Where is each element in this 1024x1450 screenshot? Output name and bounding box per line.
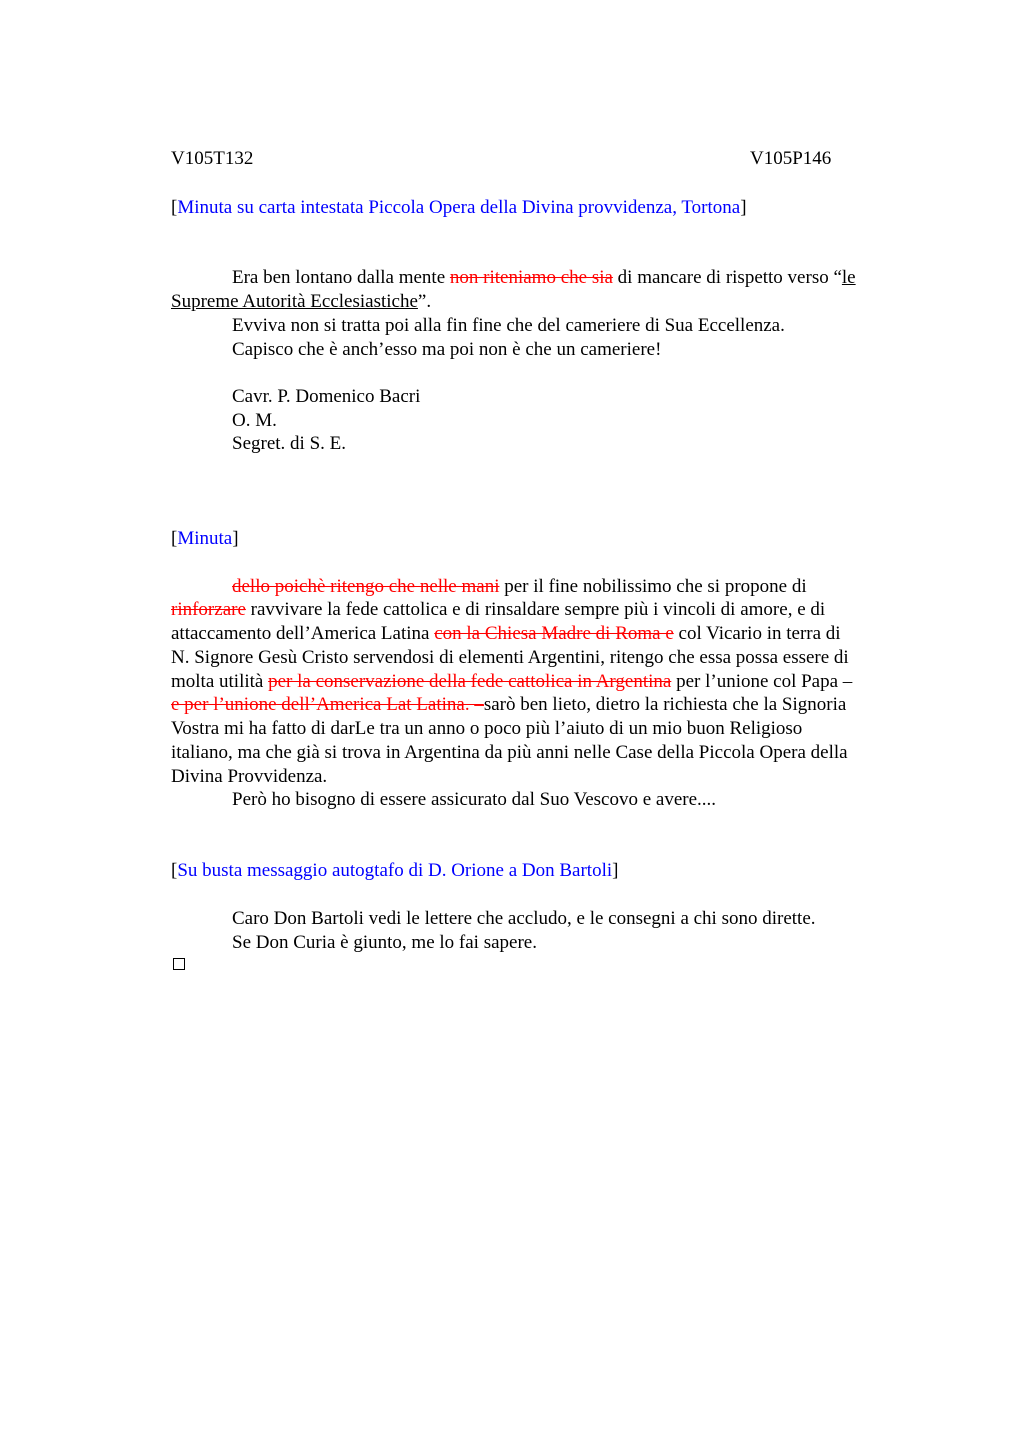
deleted-text: per la conservazione della fede cattolica in Argentina [268, 671, 672, 692]
paragraph-2: Evviva non si tratta poi alla fin fine che del cameriere di Sua Eccellenza. [232, 315, 785, 336]
end-marker-box [173, 958, 185, 970]
deleted-text: rinforzare [171, 599, 246, 620]
editorial-note-3-text: Su busta messaggio autogtafo di D. Orione a Don Bartoli [177, 860, 613, 881]
editorial-note-2: [Minuta] [171, 528, 239, 549]
document-code-right: V105P146 [750, 148, 832, 169]
letter-line-3: attaccamento dell’America Latina con la Chiesa Madre di Roma e col Vicario in terra di [171, 623, 841, 644]
editorial-note-1-text: Minuta su carta intestata Piccola Opera della Divina provvidenza, Tortona [177, 197, 741, 218]
letter-line-4: N. Signore Gesù Cristo servendosi di elementi Argentini, ritengo che essa possa essere di [171, 647, 849, 668]
document-code-left: V105T132 [171, 148, 254, 169]
paragraph-1-line-2: Supreme Autorità Ecclesiastiche”. [171, 291, 432, 312]
deleted-text: dello poichè ritengo che nelle mani [232, 576, 500, 597]
paragraph-3: Capisco che è anch’esso ma poi non è che un cameriere! [232, 339, 662, 360]
letter-line-8: italiano, ma che già si trova in Argentina da più anni nelle Case della Piccola Opera della [171, 742, 848, 763]
paragraph-1-line-1: Era ben lontano dalla mente non riteniamo che sia di mancare di rispetto verso “le [232, 267, 856, 288]
letter-line-7: Vostra mi ha fatto di darLe tra un anno o poco più l’aiuto di un mio buon Religioso [171, 718, 803, 739]
underlined-text: Supreme Autorità Ecclesiastiche [171, 291, 418, 312]
deleted-text: e per l’unione dell’America Lat Latina. – [171, 694, 484, 715]
letter-line-2: rinforzare ravvivare la fede cattolica e di rinsaldare sempre più i vincoli di amore, e di [171, 599, 826, 620]
signature-line-2: O. M. [232, 410, 277, 431]
envelope-line-2: Se Don Curia è giunto, me lo fai sapere. [232, 932, 537, 953]
letter-line-9: Divina Provvidenza. [171, 766, 328, 787]
letter-line-10: Però ho bisogno di essere assicurato dal Suo Vescovo e avere.... [232, 789, 717, 810]
envelope-line-1: Caro Don Bartoli vedi le lettere che accludo, e le consegni a chi sono dirette. [232, 908, 816, 929]
editorial-note-1: [Minuta su carta intestata Piccola Opera della Divina provvidenza, Tortona] [171, 197, 747, 218]
letter-line-5: molta utilità per la conservazione della fede cattolica in Argentina per l’unione col Papa – [171, 671, 853, 692]
deleted-text: con la Chiesa Madre di Roma e [434, 623, 674, 644]
letter-line-6: e per l’unione dell’America Lat Latina. –sarò ben lieto, dietro la richiesta che la Signoria [171, 694, 847, 715]
editorial-note-3: [Su busta messaggio autogtafo di D. Orione a Don Bartoli] [171, 860, 619, 881]
deleted-text: non riteniamo che sia [449, 267, 613, 288]
signature-line-3: Segret. di S. E. [232, 433, 346, 454]
signature-line-1: Cavr. P. Domenico Bacri [232, 386, 421, 407]
letter-line-1: dello poichè ritengo che nelle mani per il fine nobilissimo che si propone di [232, 576, 807, 597]
editorial-note-2-text: Minuta [177, 528, 233, 549]
